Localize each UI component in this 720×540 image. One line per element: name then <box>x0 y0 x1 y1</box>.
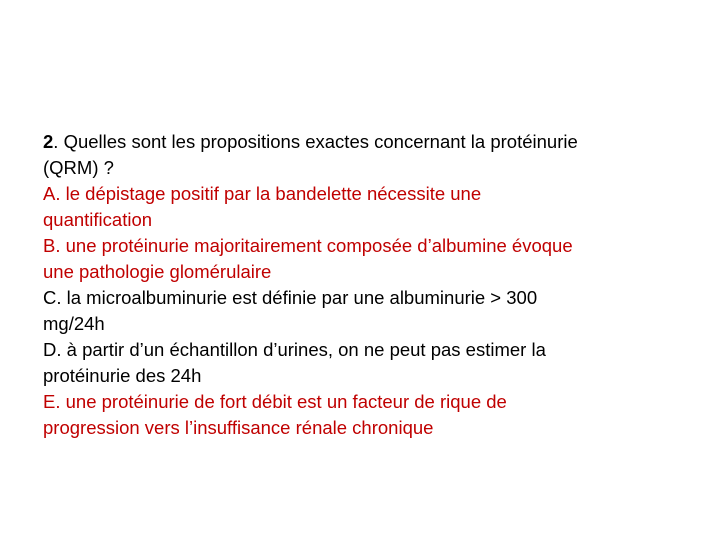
option-c <box>43 285 695 337</box>
option-d-line-1: D. à partir d’un échantillon d’urines, on ne peut pas estimer la <box>43 339 546 360</box>
question-block <box>43 129 695 441</box>
option-e <box>43 389 695 441</box>
option-d-line-2: protéinurie des 24h <box>43 365 202 386</box>
option-b-line-1: B. une protéinurie majoritairement composée d’albumine évoque <box>43 235 573 256</box>
option-c-line-1: C. la microalbuminurie est définie par une albuminurie > 300 <box>43 287 538 308</box>
option-d <box>43 337 695 389</box>
option-e-line-2: progression vers l’insuffisance rénale chronique <box>43 417 434 438</box>
option-a-line-1: A. le dépistage positif par la bandelette nécessite une <box>43 183 482 204</box>
option-a <box>43 181 695 233</box>
option-b-line-2: une pathologie glomérulaire <box>43 261 272 282</box>
option-a-line-2: quantification <box>43 209 153 230</box>
option-c-line-2: mg/24h <box>43 313 105 334</box>
option-e-line-1: E. une protéinurie de fort débit est un facteur de rique de <box>43 391 507 412</box>
question-line-1 <box>43 129 695 155</box>
question-text <box>43 129 695 181</box>
question-number: 2 <box>43 131 54 152</box>
option-b <box>43 233 695 285</box>
question-line-2: (QRM) ? <box>43 157 114 178</box>
question-text-line-1: . Quelles sont les propositions exactes concernant la protéinurie <box>53 131 578 152</box>
